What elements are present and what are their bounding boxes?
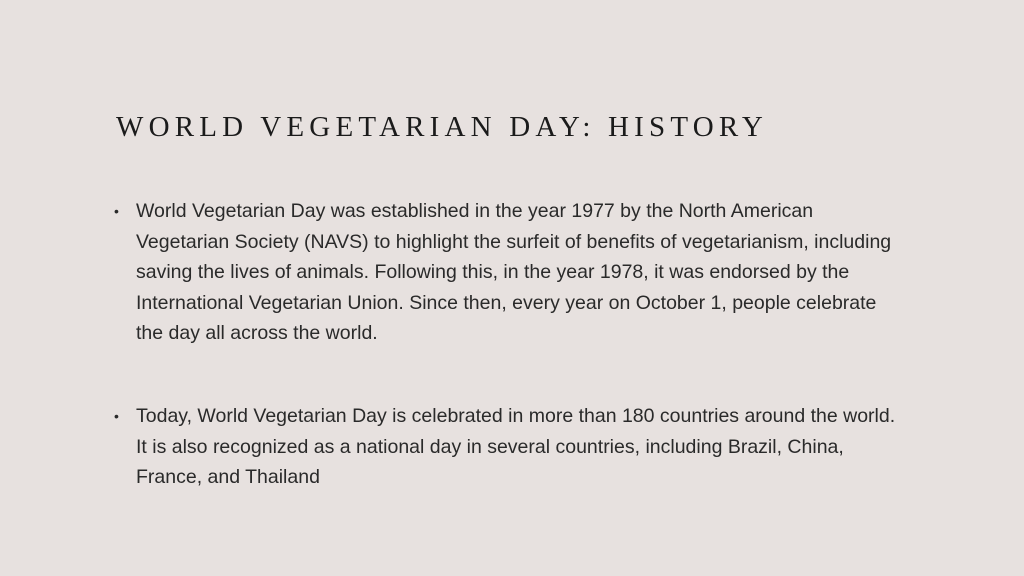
bullet-list [114, 196, 904, 493]
bullet-marker: • [114, 203, 119, 219]
bullet-marker: • [114, 407, 119, 424]
bullet-text: World Vegetarian Day was established in the year 1977 by the North American Vegetarian Society (NAVS) to highlight the surfeit of benefits of vegetarianism, including saving the lives of animals. Following this, in the year 1978, it was endorsed by the International Vegetarian Union. Since then, every year on October 1, people celebrate the day all across the world. [136, 200, 892, 345]
bullet-text: Today, World Vegetarian Day is celebrated in more than 180 countries around the world. It is also recognized as a national day in several countries, including Brazil, China, France, and Thailand [136, 404, 896, 489]
slide-title: WORLD VEGETARIAN DAY: HISTORY [116, 111, 768, 143]
bullet-item-founding [114, 196, 904, 349]
bullet-item-today [114, 401, 904, 493]
